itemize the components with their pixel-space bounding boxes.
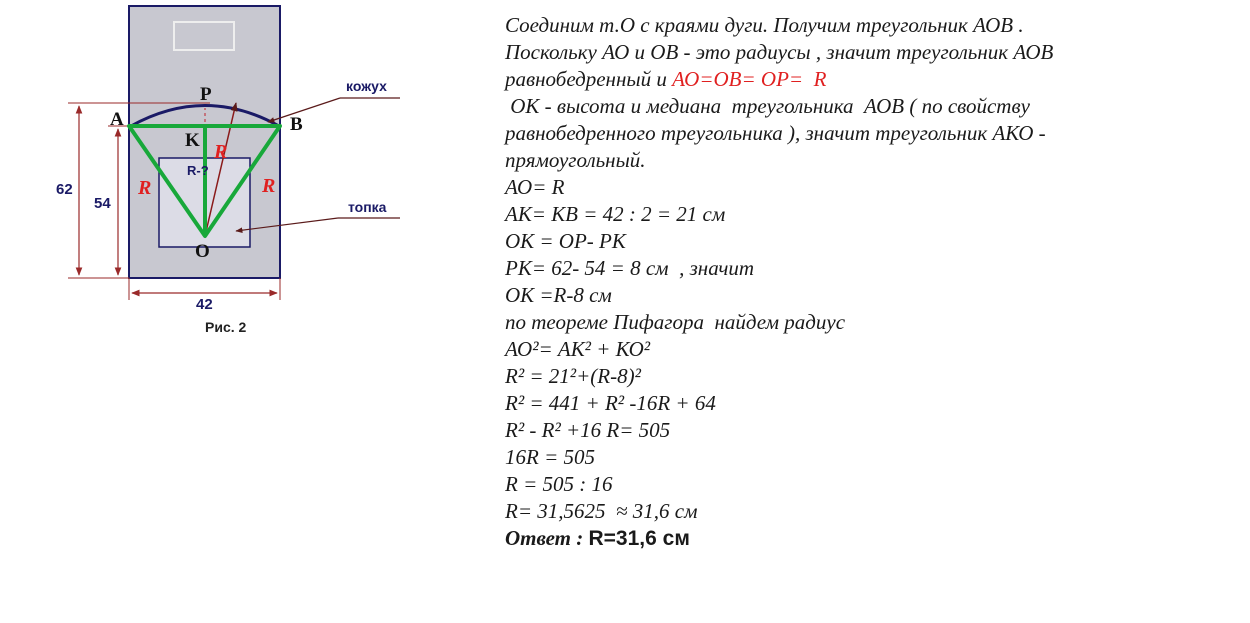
solution-line: R² = 441 + R² -16R + 64 <box>505 391 716 415</box>
solution-line: 16R = 505 <box>505 445 595 469</box>
answer-value: R=31,6 см <box>588 527 690 550</box>
r-minus-label: R-? <box>187 163 209 178</box>
solution-line: прямоугольный. <box>505 148 646 172</box>
figure-caption: Рис. 2 <box>205 319 247 335</box>
point-o-label: O <box>195 241 210 262</box>
solution-line: АО²= АК² + КО² <box>505 337 651 361</box>
solution-line: R= 31,5625 ≈ 31,6 см <box>505 499 698 523</box>
solution-line: ОК =R-8 см <box>505 283 612 307</box>
answer-line <box>505 525 1240 552</box>
stove-diagram <box>0 0 500 623</box>
solution-line: R = 505 : 16 <box>505 472 613 496</box>
solution-line: ОК = ОР- РК <box>505 229 626 253</box>
solution-line: АК= КВ = 42 : 2 = 21 см <box>505 202 726 226</box>
solution-line: равнобедренного треугольника ), значит треугольник АКО - <box>505 121 1046 145</box>
solution-line: по теореме Пифагора найдем радиус <box>505 310 846 334</box>
equal-radii-highlight: АО=ОВ= ОР= R <box>672 67 827 91</box>
dim-54-label: 54 <box>94 195 111 212</box>
answer-label: Ответ : <box>505 526 589 550</box>
solution-line: R² - R² +16 R= 505 <box>505 418 671 442</box>
solution-line: Соединим т.О с краями дуги. Получим треугольник АОВ . <box>505 13 1024 37</box>
solution-line: РК= 62- 54 = 8 см , значит <box>505 256 755 280</box>
point-a-label: A <box>110 109 124 130</box>
casing-label: кожух <box>346 78 387 94</box>
point-p-label: P <box>200 84 212 105</box>
r-right-label: R <box>262 175 276 197</box>
solution-text <box>505 12 1240 552</box>
point-b-label: B <box>290 114 303 135</box>
solution-line: Поскольку АО и ОВ - это радиусы , значит треугольник АОВ <box>505 40 1054 64</box>
dim-42-label: 42 <box>196 296 213 313</box>
solution-line: АО= R <box>505 175 565 199</box>
solution-line: R² = 21²+(R-8)² <box>505 364 641 388</box>
firebox-label: топка <box>348 199 387 215</box>
solution-line <box>505 66 1240 93</box>
point-k-label: K <box>185 130 200 151</box>
r-inner-label: R <box>214 141 228 163</box>
solution-line: ОК - высота и медиана треугольника АОВ ( по свойству <box>505 94 1030 118</box>
dim-62-label: 62 <box>56 181 73 198</box>
r-left-label: R <box>138 177 152 199</box>
solution-text-part: равнобедренный и <box>505 67 673 91</box>
